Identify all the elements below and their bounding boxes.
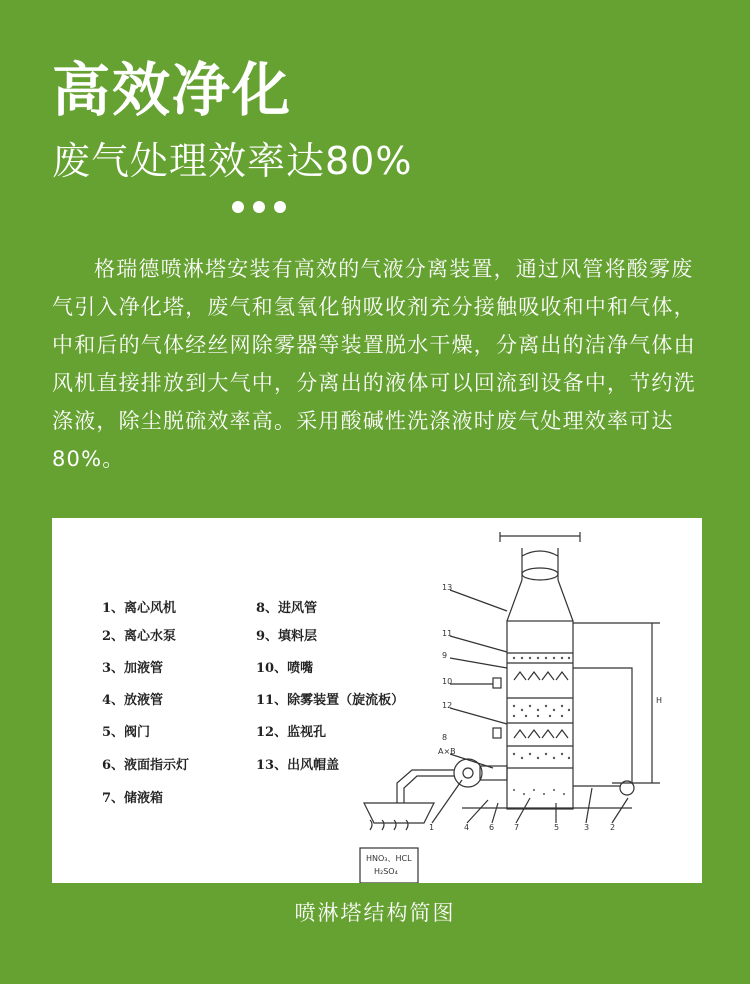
legend-item-1: 1、离心风机 <box>102 601 177 616</box>
tank-label-1: HNO₃、HCL <box>366 854 412 863</box>
legend-item-2: 2、离心水泵 <box>102 629 177 644</box>
callout-3: 3 <box>584 823 590 832</box>
diagram-svg <box>52 518 702 883</box>
callout-6: 6 <box>489 823 495 832</box>
page-subtitle: 废气处理效率达80% <box>52 139 413 183</box>
callout-axb: A×B <box>438 747 456 756</box>
dot-icon <box>232 201 244 213</box>
legend-item-5: 5、阀门 <box>102 725 151 740</box>
legend-item-9: 9、填料层 <box>256 629 318 644</box>
spray-tower-diagram <box>52 518 702 883</box>
callout-10: 10 <box>442 677 453 686</box>
callout-2: 2 <box>610 823 616 832</box>
callout-4: 4 <box>464 823 470 832</box>
legend-item-13: 13、出风帽盖 <box>256 758 340 773</box>
callout-1: 1 <box>429 823 435 832</box>
dot-icon <box>253 201 265 213</box>
callout-12: 12 <box>442 701 453 710</box>
tank-label-2: H₂SO₄ <box>374 867 398 876</box>
packing-texture <box>513 657 570 795</box>
legend-item-7: 7、储液箱 <box>102 791 164 806</box>
legend-item-6: 6、液面指示灯 <box>102 758 190 773</box>
legend-item-3: 3、加液管 <box>102 661 164 676</box>
legend-item-12: 12、监视孔 <box>256 725 327 740</box>
callout-5: 5 <box>554 823 560 832</box>
legend-item-10: 10、喷嘴 <box>256 661 314 676</box>
legend-item-8: 8、进风管 <box>256 601 318 616</box>
figure-caption: 喷淋塔结构简图 <box>294 901 456 925</box>
dot-icon <box>274 201 286 213</box>
callout-8: 8 <box>442 733 448 742</box>
page-title: 高效净化 <box>52 56 293 124</box>
legend-item-4: 4、放液管 <box>102 693 164 708</box>
callout-9: 9 <box>442 651 448 660</box>
callout-11: 11 <box>442 629 453 638</box>
description-paragraph: 格瑞德喷淋塔安装有高效的气液分离装置，通过风管将酸雾废气引入净化塔，废气和氢氧化钠吸收剂充分接触吸收和中和气体，中和后的气体经丝网除雾器等装置脱水干燥，分离出的洁净气体由风机直接排放到大气中，分离出的液体可以回流到设备中，节约洗涤液，除尘脱硫效率高。采用酸碱性洗涤液时废气处理效率可达80%。 <box>52 257 696 471</box>
decorative-dots <box>232 201 286 215</box>
callout-h: H <box>656 696 663 705</box>
callout-13: 13 <box>442 583 453 592</box>
callout-7: 7 <box>514 823 520 832</box>
legend-item-11: 11、除雾装置（旋流板） <box>256 693 405 708</box>
callout-labels <box>366 583 662 876</box>
